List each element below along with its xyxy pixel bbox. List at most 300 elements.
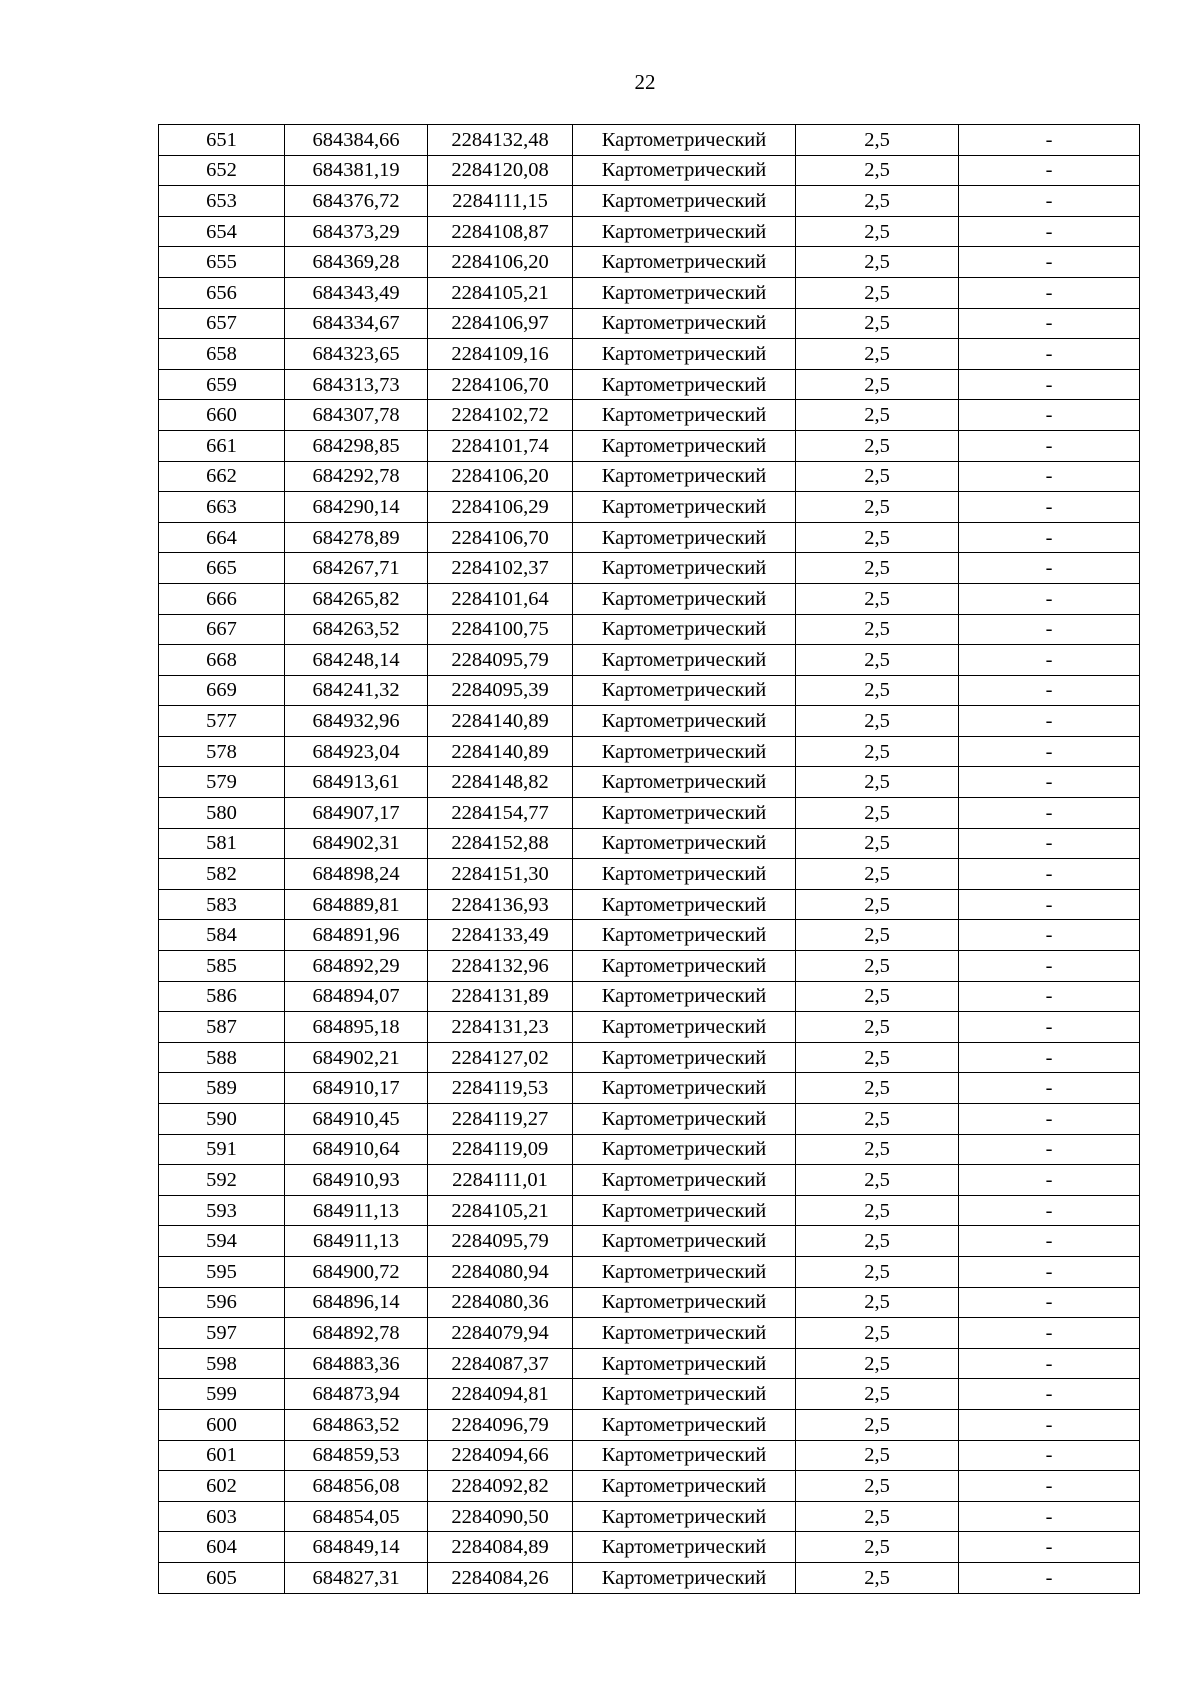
x-coordinate-cell: 684854,05	[285, 1501, 428, 1532]
point-number-cell: 664	[159, 522, 285, 553]
table-row	[159, 277, 1140, 308]
accuracy-cell: 2,5	[796, 1409, 959, 1440]
accuracy-cell: 2,5	[796, 125, 959, 156]
description-cell: -	[959, 1226, 1140, 1257]
method-cell: Картометрический	[573, 889, 796, 920]
y-coordinate-cell: 2284140,89	[428, 736, 573, 767]
description-cell: -	[959, 1471, 1140, 1502]
description-cell: -	[959, 1042, 1140, 1073]
accuracy-cell: 2,5	[796, 1532, 959, 1563]
y-coordinate-cell: 2284101,64	[428, 583, 573, 614]
x-coordinate-cell: 684883,36	[285, 1348, 428, 1379]
method-cell: Картометрический	[573, 400, 796, 431]
x-coordinate-cell: 684859,53	[285, 1440, 428, 1471]
table-row	[159, 430, 1140, 461]
x-coordinate-cell: 684373,29	[285, 216, 428, 247]
table-row	[159, 920, 1140, 951]
table-row	[159, 1379, 1140, 1410]
accuracy-cell: 2,5	[796, 186, 959, 217]
x-coordinate-cell: 684384,66	[285, 125, 428, 156]
method-cell: Картометрический	[573, 1532, 796, 1563]
method-cell: Картометрический	[573, 277, 796, 308]
method-cell: Картометрический	[573, 1348, 796, 1379]
x-coordinate-cell: 684932,96	[285, 706, 428, 737]
accuracy-cell: 2,5	[796, 614, 959, 645]
y-coordinate-cell: 2284084,89	[428, 1532, 573, 1563]
method-cell: Картометрический	[573, 1165, 796, 1196]
x-coordinate-cell: 684278,89	[285, 522, 428, 553]
y-coordinate-cell: 2284106,97	[428, 308, 573, 339]
x-coordinate-cell: 684263,52	[285, 614, 428, 645]
y-coordinate-cell: 2284131,23	[428, 1012, 573, 1043]
y-coordinate-cell: 2284132,48	[428, 125, 573, 156]
table-row	[159, 1012, 1140, 1043]
table-row	[159, 951, 1140, 982]
y-coordinate-cell: 2284120,08	[428, 155, 573, 186]
accuracy-cell: 2,5	[796, 553, 959, 584]
accuracy-cell: 2,5	[796, 706, 959, 737]
point-number-cell: 579	[159, 767, 285, 798]
method-cell: Картометрический	[573, 1042, 796, 1073]
point-number-cell: 669	[159, 675, 285, 706]
point-number-cell: 587	[159, 1012, 285, 1043]
description-cell: -	[959, 706, 1140, 737]
table-row	[159, 981, 1140, 1012]
accuracy-cell: 2,5	[796, 1012, 959, 1043]
accuracy-cell: 2,5	[796, 1348, 959, 1379]
description-cell: -	[959, 125, 1140, 156]
point-number-cell: 593	[159, 1195, 285, 1226]
description-cell: -	[959, 1104, 1140, 1135]
coordinates-table	[158, 124, 1140, 1594]
y-coordinate-cell: 2284111,01	[428, 1165, 573, 1196]
accuracy-cell: 2,5	[796, 339, 959, 370]
x-coordinate-cell: 684856,08	[285, 1471, 428, 1502]
description-cell: -	[959, 186, 1140, 217]
table-row	[159, 461, 1140, 492]
description-cell: -	[959, 1440, 1140, 1471]
y-coordinate-cell: 2284087,37	[428, 1348, 573, 1379]
point-number-cell: 663	[159, 492, 285, 523]
method-cell: Картометрический	[573, 369, 796, 400]
accuracy-cell: 2,5	[796, 1256, 959, 1287]
method-cell: Картометрический	[573, 645, 796, 676]
point-number-cell: 591	[159, 1134, 285, 1165]
description-cell: -	[959, 1501, 1140, 1532]
table-row	[159, 736, 1140, 767]
point-number-cell: 597	[159, 1318, 285, 1349]
y-coordinate-cell: 2284106,70	[428, 369, 573, 400]
point-number-cell: 601	[159, 1440, 285, 1471]
accuracy-cell: 2,5	[796, 1318, 959, 1349]
y-coordinate-cell: 2284092,82	[428, 1471, 573, 1502]
x-coordinate-cell: 684910,64	[285, 1134, 428, 1165]
y-coordinate-cell: 2284106,20	[428, 247, 573, 278]
description-cell: -	[959, 522, 1140, 553]
x-coordinate-cell: 684891,96	[285, 920, 428, 951]
accuracy-cell: 2,5	[796, 1287, 959, 1318]
method-cell: Картометрический	[573, 1073, 796, 1104]
y-coordinate-cell: 2284131,89	[428, 981, 573, 1012]
x-coordinate-cell: 684827,31	[285, 1562, 428, 1593]
method-cell: Картометрический	[573, 1318, 796, 1349]
x-coordinate-cell: 684265,82	[285, 583, 428, 614]
description-cell: -	[959, 981, 1140, 1012]
y-coordinate-cell: 2284106,70	[428, 522, 573, 553]
method-cell: Картометрический	[573, 798, 796, 829]
x-coordinate-cell: 684889,81	[285, 889, 428, 920]
x-coordinate-cell: 684896,14	[285, 1287, 428, 1318]
x-coordinate-cell: 684248,14	[285, 645, 428, 676]
x-coordinate-cell: 684292,78	[285, 461, 428, 492]
method-cell: Картометрический	[573, 1195, 796, 1226]
accuracy-cell: 2,5	[796, 277, 959, 308]
description-cell: -	[959, 247, 1140, 278]
table-row	[159, 1440, 1140, 1471]
y-coordinate-cell: 2284102,37	[428, 553, 573, 584]
point-number-cell: 598	[159, 1348, 285, 1379]
description-cell: -	[959, 1195, 1140, 1226]
x-coordinate-cell: 684298,85	[285, 430, 428, 461]
description-cell: -	[959, 277, 1140, 308]
table-row	[159, 1256, 1140, 1287]
description-cell: -	[959, 492, 1140, 523]
y-coordinate-cell: 2284095,39	[428, 675, 573, 706]
y-coordinate-cell: 2284132,96	[428, 951, 573, 982]
method-cell: Картометрический	[573, 1471, 796, 1502]
point-number-cell: 605	[159, 1562, 285, 1593]
x-coordinate-cell: 684892,78	[285, 1318, 428, 1349]
method-cell: Картометрический	[573, 1379, 796, 1410]
x-coordinate-cell: 684907,17	[285, 798, 428, 829]
accuracy-cell: 2,5	[796, 216, 959, 247]
accuracy-cell: 2,5	[796, 920, 959, 951]
description-cell: -	[959, 461, 1140, 492]
accuracy-cell: 2,5	[796, 1134, 959, 1165]
accuracy-cell: 2,5	[796, 1562, 959, 1593]
point-number-cell: 655	[159, 247, 285, 278]
x-coordinate-cell: 684902,21	[285, 1042, 428, 1073]
point-number-cell: 585	[159, 951, 285, 982]
point-number-cell: 660	[159, 400, 285, 431]
description-cell: -	[959, 951, 1140, 982]
method-cell: Картометрический	[573, 859, 796, 890]
y-coordinate-cell: 2284094,81	[428, 1379, 573, 1410]
coordinates-table-body	[159, 125, 1140, 1594]
accuracy-cell: 2,5	[796, 583, 959, 614]
method-cell: Картометрический	[573, 308, 796, 339]
y-coordinate-cell: 2284105,21	[428, 1195, 573, 1226]
description-cell: -	[959, 583, 1140, 614]
y-coordinate-cell: 2284079,94	[428, 1318, 573, 1349]
x-coordinate-cell: 684849,14	[285, 1532, 428, 1563]
y-coordinate-cell: 2284152,88	[428, 828, 573, 859]
description-cell: -	[959, 400, 1140, 431]
accuracy-cell: 2,5	[796, 951, 959, 982]
point-number-cell: 661	[159, 430, 285, 461]
x-coordinate-cell: 684911,13	[285, 1195, 428, 1226]
description-cell: -	[959, 430, 1140, 461]
method-cell: Картометрический	[573, 553, 796, 584]
point-number-cell: 651	[159, 125, 285, 156]
x-coordinate-cell: 684323,65	[285, 339, 428, 370]
description-cell: -	[959, 1532, 1140, 1563]
y-coordinate-cell: 2284101,74	[428, 430, 573, 461]
method-cell: Картометрический	[573, 1256, 796, 1287]
accuracy-cell: 2,5	[796, 767, 959, 798]
x-coordinate-cell: 684369,28	[285, 247, 428, 278]
point-number-cell: 580	[159, 798, 285, 829]
description-cell: -	[959, 1287, 1140, 1318]
x-coordinate-cell: 684902,31	[285, 828, 428, 859]
x-coordinate-cell: 684381,19	[285, 155, 428, 186]
x-coordinate-cell: 684313,73	[285, 369, 428, 400]
x-coordinate-cell: 684892,29	[285, 951, 428, 982]
table-row	[159, 1226, 1140, 1257]
y-coordinate-cell: 2284151,30	[428, 859, 573, 890]
accuracy-cell: 2,5	[796, 645, 959, 676]
description-cell: -	[959, 828, 1140, 859]
description-cell: -	[959, 1012, 1140, 1043]
method-cell: Картометрический	[573, 216, 796, 247]
point-number-cell: 578	[159, 736, 285, 767]
method-cell: Картометрический	[573, 247, 796, 278]
y-coordinate-cell: 2284109,16	[428, 339, 573, 370]
y-coordinate-cell: 2284148,82	[428, 767, 573, 798]
y-coordinate-cell: 2284100,75	[428, 614, 573, 645]
description-cell: -	[959, 798, 1140, 829]
method-cell: Картометрический	[573, 1440, 796, 1471]
accuracy-cell: 2,5	[796, 1104, 959, 1135]
page-number: 22	[634, 70, 656, 94]
point-number-cell: 668	[159, 645, 285, 676]
x-coordinate-cell: 684910,17	[285, 1073, 428, 1104]
x-coordinate-cell: 684898,24	[285, 859, 428, 890]
description-cell: -	[959, 736, 1140, 767]
y-coordinate-cell: 2284094,66	[428, 1440, 573, 1471]
y-coordinate-cell: 2284108,87	[428, 216, 573, 247]
table-row	[159, 553, 1140, 584]
table-row	[159, 1532, 1140, 1563]
table-row	[159, 767, 1140, 798]
accuracy-cell: 2,5	[796, 981, 959, 1012]
y-coordinate-cell: 2284090,50	[428, 1501, 573, 1532]
method-cell: Картометрический	[573, 1012, 796, 1043]
accuracy-cell: 2,5	[796, 889, 959, 920]
description-cell: -	[959, 1348, 1140, 1379]
point-number-cell: 603	[159, 1501, 285, 1532]
description-cell: -	[959, 1562, 1140, 1593]
method-cell: Картометрический	[573, 583, 796, 614]
point-number-cell: 604	[159, 1532, 285, 1563]
point-number-cell: 583	[159, 889, 285, 920]
accuracy-cell: 2,5	[796, 798, 959, 829]
table-row	[159, 706, 1140, 737]
method-cell: Картометрический	[573, 981, 796, 1012]
y-coordinate-cell: 2284080,94	[428, 1256, 573, 1287]
table-row	[159, 828, 1140, 859]
y-coordinate-cell: 2284127,02	[428, 1042, 573, 1073]
description-cell: -	[959, 308, 1140, 339]
accuracy-cell: 2,5	[796, 675, 959, 706]
x-coordinate-cell: 684895,18	[285, 1012, 428, 1043]
point-number-cell: 586	[159, 981, 285, 1012]
description-cell: -	[959, 1379, 1140, 1410]
x-coordinate-cell: 684894,07	[285, 981, 428, 1012]
description-cell: -	[959, 889, 1140, 920]
description-cell: -	[959, 1165, 1140, 1196]
y-coordinate-cell: 2284106,29	[428, 492, 573, 523]
table-row	[159, 1104, 1140, 1135]
point-number-cell: 667	[159, 614, 285, 645]
method-cell: Картометрический	[573, 767, 796, 798]
x-coordinate-cell: 684241,32	[285, 675, 428, 706]
method-cell: Картометрический	[573, 1226, 796, 1257]
y-coordinate-cell: 2284095,79	[428, 645, 573, 676]
method-cell: Картометрический	[573, 614, 796, 645]
y-coordinate-cell: 2284105,21	[428, 277, 573, 308]
method-cell: Картометрический	[573, 1287, 796, 1318]
x-coordinate-cell: 684873,94	[285, 1379, 428, 1410]
description-cell: -	[959, 675, 1140, 706]
table-row	[159, 216, 1140, 247]
y-coordinate-cell: 2284136,93	[428, 889, 573, 920]
y-coordinate-cell: 2284102,72	[428, 400, 573, 431]
method-cell: Картометрический	[573, 492, 796, 523]
accuracy-cell: 2,5	[796, 461, 959, 492]
point-number-cell: 581	[159, 828, 285, 859]
y-coordinate-cell: 2284080,36	[428, 1287, 573, 1318]
x-coordinate-cell: 684267,71	[285, 553, 428, 584]
method-cell: Картометрический	[573, 951, 796, 982]
point-number-cell: 595	[159, 1256, 285, 1287]
accuracy-cell: 2,5	[796, 1195, 959, 1226]
point-number-cell: 600	[159, 1409, 285, 1440]
accuracy-cell: 2,5	[796, 1042, 959, 1073]
table-row	[159, 400, 1140, 431]
method-cell: Картометрический	[573, 461, 796, 492]
point-number-cell: 589	[159, 1073, 285, 1104]
point-number-cell: 666	[159, 583, 285, 614]
point-number-cell: 596	[159, 1287, 285, 1318]
accuracy-cell: 2,5	[796, 247, 959, 278]
table-row	[159, 675, 1140, 706]
method-cell: Картометрический	[573, 1134, 796, 1165]
x-coordinate-cell: 684863,52	[285, 1409, 428, 1440]
x-coordinate-cell: 684334,67	[285, 308, 428, 339]
accuracy-cell: 2,5	[796, 492, 959, 523]
accuracy-cell: 2,5	[796, 1501, 959, 1532]
point-number-cell: 665	[159, 553, 285, 584]
table-row	[159, 1073, 1140, 1104]
point-number-cell: 590	[159, 1104, 285, 1135]
table-row	[159, 1318, 1140, 1349]
table-row	[159, 859, 1140, 890]
description-cell: -	[959, 1134, 1140, 1165]
point-number-cell: 588	[159, 1042, 285, 1073]
x-coordinate-cell: 684911,13	[285, 1226, 428, 1257]
description-cell: -	[959, 369, 1140, 400]
method-cell: Картометрический	[573, 1409, 796, 1440]
x-coordinate-cell: 684307,78	[285, 400, 428, 431]
accuracy-cell: 2,5	[796, 828, 959, 859]
accuracy-cell: 2,5	[796, 1440, 959, 1471]
description-cell: -	[959, 155, 1140, 186]
method-cell: Картометрический	[573, 920, 796, 951]
method-cell: Картометрический	[573, 1104, 796, 1135]
y-coordinate-cell: 2284119,27	[428, 1104, 573, 1135]
point-number-cell: 602	[159, 1471, 285, 1502]
table-row	[159, 1471, 1140, 1502]
point-number-cell: 653	[159, 186, 285, 217]
table-row	[159, 125, 1140, 156]
point-number-cell: 659	[159, 369, 285, 400]
point-number-cell: 657	[159, 308, 285, 339]
method-cell: Картометрический	[573, 430, 796, 461]
table-row	[159, 155, 1140, 186]
table-row	[159, 186, 1140, 217]
table-row	[159, 1165, 1140, 1196]
table-row	[159, 1562, 1140, 1593]
table-row	[159, 1501, 1140, 1532]
point-number-cell: 599	[159, 1379, 285, 1410]
description-cell: -	[959, 859, 1140, 890]
y-coordinate-cell: 2284111,15	[428, 186, 573, 217]
description-cell: -	[959, 216, 1140, 247]
point-number-cell: 656	[159, 277, 285, 308]
table-row	[159, 583, 1140, 614]
method-cell: Картометрический	[573, 186, 796, 217]
description-cell: -	[959, 645, 1140, 676]
accuracy-cell: 2,5	[796, 1073, 959, 1104]
table-row	[159, 369, 1140, 400]
table-row	[159, 247, 1140, 278]
point-number-cell: 658	[159, 339, 285, 370]
description-cell: -	[959, 614, 1140, 645]
accuracy-cell: 2,5	[796, 522, 959, 553]
x-coordinate-cell: 684900,72	[285, 1256, 428, 1287]
point-number-cell: 594	[159, 1226, 285, 1257]
x-coordinate-cell: 684290,14	[285, 492, 428, 523]
description-cell: -	[959, 767, 1140, 798]
y-coordinate-cell: 2284084,26	[428, 1562, 573, 1593]
point-number-cell: 652	[159, 155, 285, 186]
point-number-cell: 582	[159, 859, 285, 890]
accuracy-cell: 2,5	[796, 430, 959, 461]
table-row	[159, 492, 1140, 523]
table-row	[159, 522, 1140, 553]
description-cell: -	[959, 1318, 1140, 1349]
point-number-cell: 584	[159, 920, 285, 951]
description-cell: -	[959, 920, 1140, 951]
table-row	[159, 339, 1140, 370]
method-cell: Картометрический	[573, 828, 796, 859]
method-cell: Картометрический	[573, 706, 796, 737]
y-coordinate-cell: 2284154,77	[428, 798, 573, 829]
description-cell: -	[959, 1409, 1140, 1440]
table-row	[159, 1409, 1140, 1440]
description-cell: -	[959, 553, 1140, 584]
accuracy-cell: 2,5	[796, 1471, 959, 1502]
x-coordinate-cell: 684343,49	[285, 277, 428, 308]
y-coordinate-cell: 2284119,53	[428, 1073, 573, 1104]
accuracy-cell: 2,5	[796, 1379, 959, 1410]
y-coordinate-cell: 2284095,79	[428, 1226, 573, 1257]
y-coordinate-cell: 2284140,89	[428, 706, 573, 737]
table-row	[159, 1287, 1140, 1318]
method-cell: Картометрический	[573, 1501, 796, 1532]
description-cell: -	[959, 339, 1140, 370]
